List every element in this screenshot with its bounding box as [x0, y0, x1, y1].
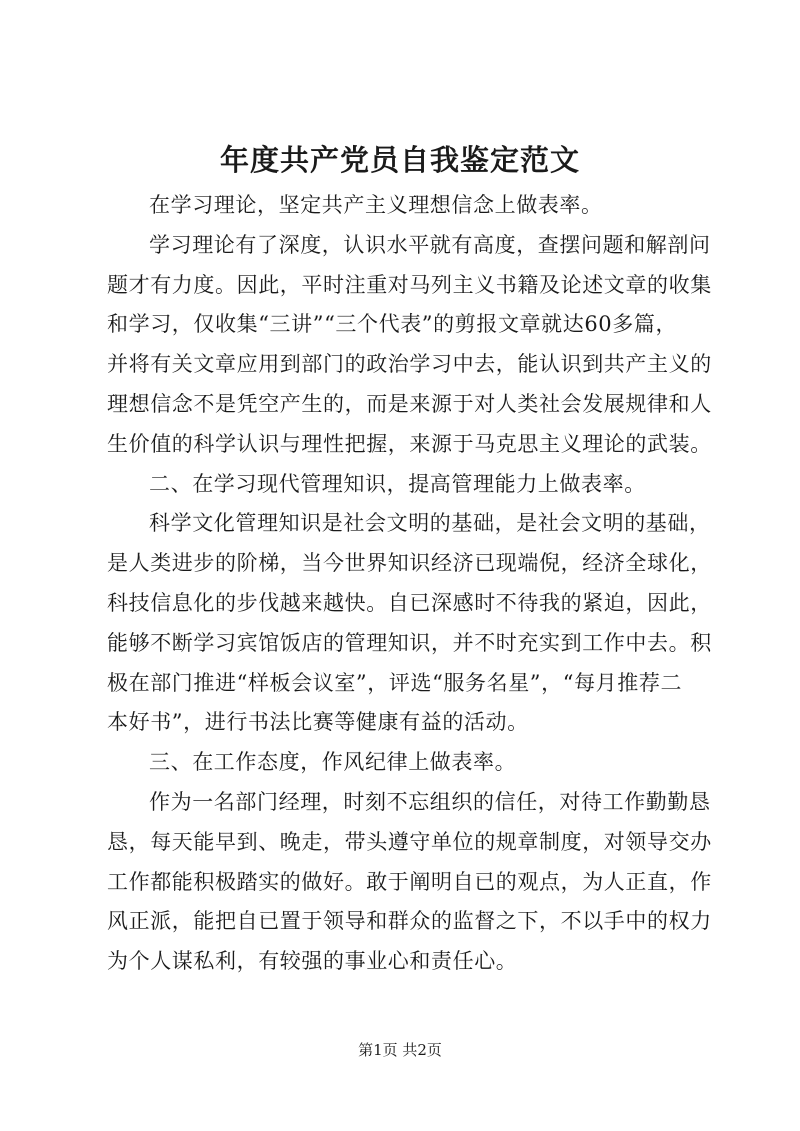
section-heading-line: 二、在学习现代管理知识，提高管理能力上做表率。 — [149, 471, 646, 496]
paragraph-line: 工作都能积极踏实的做好。敢于阐明自已的观点，为人正直，作 — [107, 869, 712, 894]
paragraph-line: 和学习，仅收集“三讲”“三个代表”的剪报文章就达60多篇， — [107, 312, 678, 337]
document-body — [107, 186, 712, 982]
section-heading-line: 三、在工作态度，作风纪律上做表率。 — [149, 750, 517, 775]
paragraph-line: 为个人谋私利，有较强的事业心和责任心。 — [107, 949, 518, 974]
paragraph-line: 题才有力度。因此，平时注重对马列主义书籍及论述文章的收集 — [107, 272, 712, 297]
paragraph-line: 是人类进步的阶梯，当今世界知识经济已现端倪，经济全球化， — [107, 551, 712, 576]
paragraph-line: 生价值的科学认识与理性把握，来源于马克思主义理论的武装。 — [107, 431, 712, 456]
document-title: 年度共产党员自我鉴定范文 — [219, 143, 580, 177]
paragraph-line: 科技信息化的步伐越来越快。自已深感时不待我的紧迫，因此， — [107, 590, 712, 615]
page-number-footer: 第1页 共2页 — [358, 1041, 442, 1059]
paragraph-line: 学习理论有了深度，认识水平就有高度，查摆问题和解剖问 — [149, 232, 711, 257]
paragraph-line: 科学文化管理知识是社会文明的基础，是社会文明的基础， — [149, 511, 711, 536]
paragraph-line: 理想信念不是凭空产生的，而是来源于对人类社会发展规律和人 — [107, 391, 712, 416]
section-heading-line: 在学习理论，坚定共产主义理想信念上做表率。 — [149, 193, 603, 217]
paragraph-line: 作为一名部门经理，时刻不忘组织的信任，对待工作勤勤恳 — [149, 789, 711, 814]
paragraph-line: 恳，每天能早到、晚走，带头遵守单位的规章制度，对领导交办 — [107, 829, 712, 854]
paragraph-line: 本好书”，进行书法比赛等健康有益的活动。 — [107, 710, 529, 735]
paragraph-line: 能够不断学习宾馆饭店的管理知识，并不时充实到工作中去。积 — [107, 630, 712, 655]
paragraph-line: 并将有关文章应用到部门的政治学习中去，能认识到共产主义的 — [107, 352, 712, 377]
paragraph-line: 风正派，能把自已置于领导和群众的监督之下，不以手中的权力 — [107, 909, 712, 934]
paragraph-line: 极在部门推进“样板会议室”，评选“服务名星”，“每月推荐二 — [107, 670, 683, 695]
